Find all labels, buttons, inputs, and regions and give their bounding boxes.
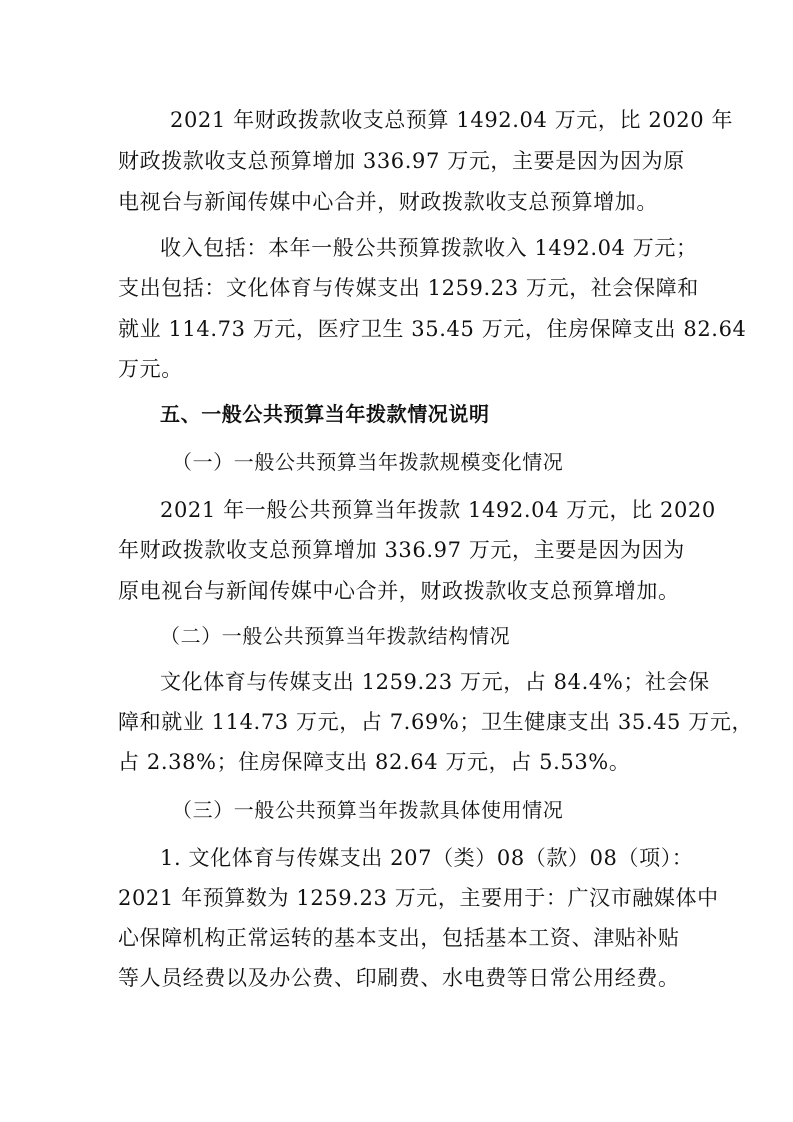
subsection-3-line-3: 心保障机构正常运转的基本支出，包括基本工资、津贴补贴 (118, 926, 680, 950)
paragraph-2-line-3: 就业 114.73 万元，医疗卫生 35.45 万元，住房保障支出 82.64 (118, 317, 747, 341)
subsection-2-line-2: 障和就业 114.73 万元，占 7.69%；卫生健康支出 35.45 万元， (118, 710, 754, 734)
subsection-1-line-3: 原电视台与新闻传媒中心合并，财政拨款收支总预算增加。 (118, 579, 680, 603)
subsection-2-heading: （二）一般公共预算当年拨款结构情况 (160, 624, 511, 648)
subsection-1-heading: （一）一般公共预算当年拨款规模变化情况 (172, 450, 564, 474)
subsection-3-line-4: 等人员经费以及办公费、印刷费、水电费等日常公用经费。 (118, 966, 680, 990)
section-5-heading: 五、一般公共预算当年拨款情况说明 (160, 402, 490, 426)
paragraph-2-line-1: 收入包括：本年一般公共预算拨款收入 1492.04 万元； (160, 236, 698, 260)
paragraph-1-line-3: 电视台与新闻传媒中心合并，财政拨款收支总预算增加。 (118, 190, 658, 214)
paragraph-1-line-1: 2021 年财政拨款收支总预算 1492.04 万元，比 2020 年 (170, 108, 734, 132)
paragraph-1-line-2: 财政拨款收支总预算增加 336.97 万元，主要是因为因为原 (118, 149, 685, 173)
subsection-2-line-1: 文化体育与传媒支出 1259.23 万元，占 84.4%；社会保 (160, 670, 710, 694)
paragraph-2-line-2: 支出包括：文化体育与传媒支出 1259.23 万元，社会保障和 (118, 276, 699, 300)
paragraph-2-line-4: 万元。 (118, 357, 183, 381)
subsection-3-line-2: 2021 年预算数为 1259.23 万元，主要用于：广汉市融媒体中 (118, 886, 719, 910)
subsection-1-line-1: 2021 年一般公共预算当年拨款 1492.04 万元，比 2020 (160, 498, 716, 522)
subsection-2-line-3: 占 2.38%；住房保障支出 82.64 万元，占 5.53%。 (118, 750, 631, 774)
subsection-3-heading: （三）一般公共预算当年拨款具体使用情况 (172, 798, 564, 822)
subsection-3-line-1: 1. 文化体育与传媒支出 207（类）08（款）08（项）： (160, 846, 694, 870)
subsection-1-line-2: 年财政拨款收支总预算增加 336.97 万元，主要是因为因为 (118, 538, 685, 562)
